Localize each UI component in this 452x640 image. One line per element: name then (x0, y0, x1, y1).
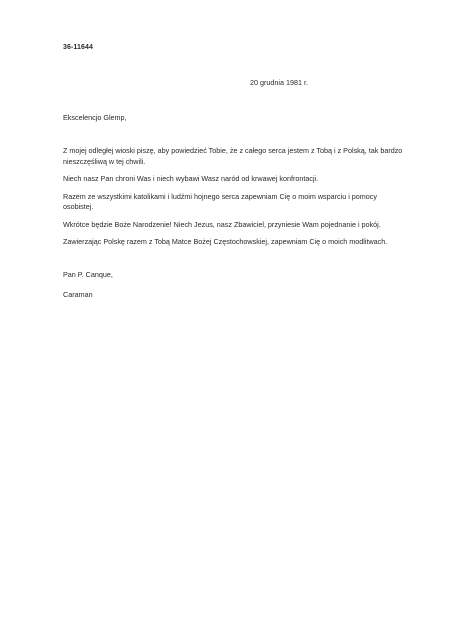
letter-body (63, 146, 403, 255)
letter-closing: Pan P. Canque, (63, 270, 113, 279)
letter-date: 20 grudnia 1981 r. (250, 78, 308, 87)
letter-salutation: Ekscelencjo Glemp, (63, 113, 127, 122)
body-paragraph: Razem ze wszystkimi katolikami i ludźmi hojnego serca zapewniam Cię o moim wsparciu i pomocy osobistej. (63, 191, 377, 211)
body-paragraph: Zawierzając Polskę razem z Tobą Matce Bożej Częstochowskiej, zapewniam Cię o moich modlitwach. (63, 237, 388, 246)
body-paragraph: Wkrótce będzie Boże Narodzenie! Niech Jezus, nasz Zbawiciel, przyniesie Wam pojednanie i pokój. (63, 219, 381, 229)
letter-signature: Caraman (63, 290, 93, 299)
body-paragraph: Z mojej odległej wioski piszę, aby powiedzieć Tobie, że z całego serca jestem z Tobą i z Polską, tak bardzo nieszczęśliwą w tej chwili. (63, 146, 403, 166)
body-paragraph: Niech nasz Pan chroni Was i niech wybawi Wasz naród od krwawej konfrontacji. (63, 174, 319, 183)
document-id: 36-11644 (63, 44, 93, 51)
